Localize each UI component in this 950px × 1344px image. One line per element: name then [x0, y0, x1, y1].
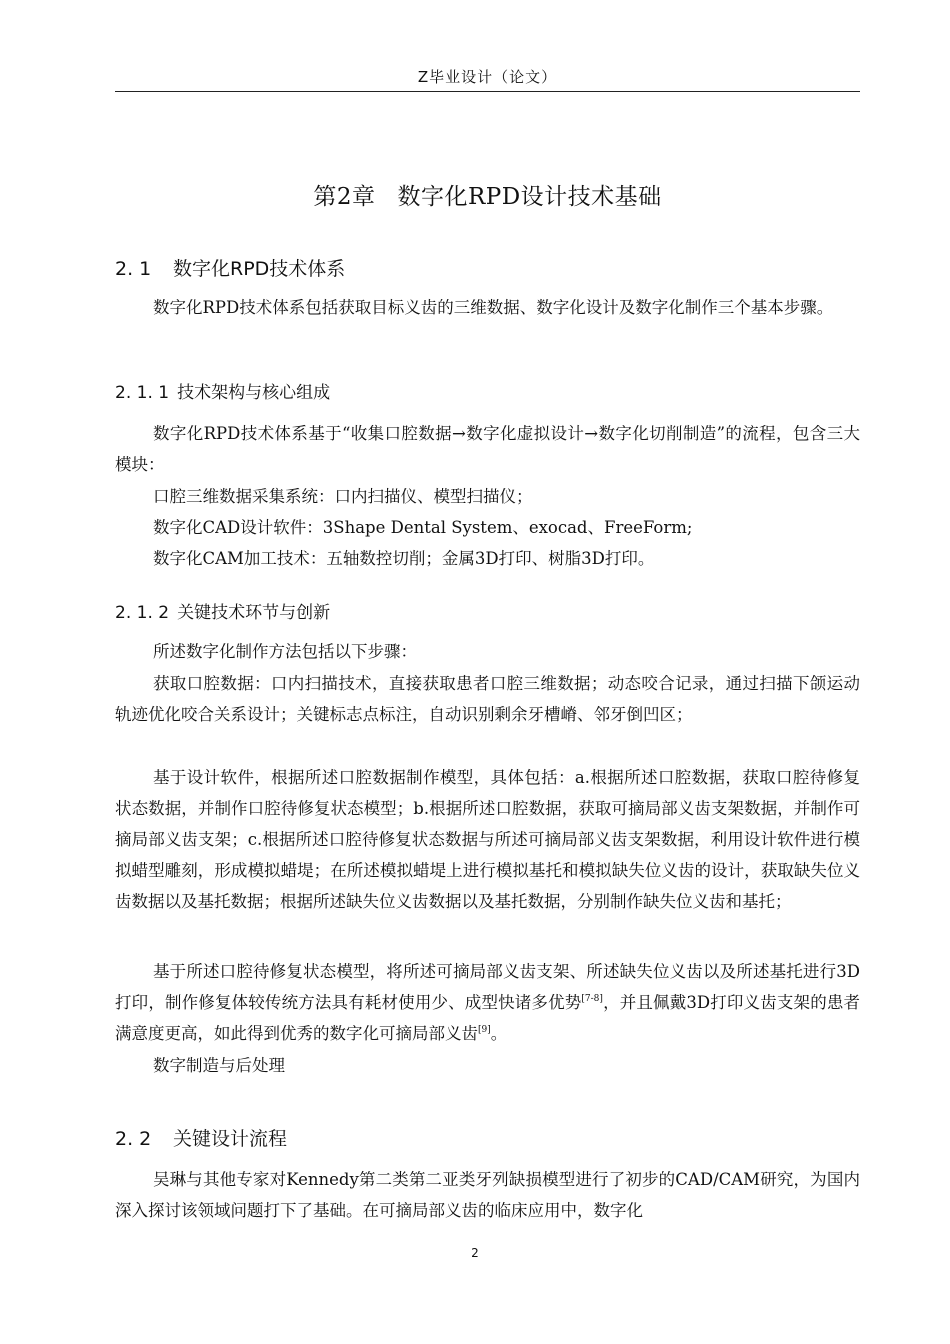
paragraph: 基于设计软件，根据所述口腔数据制作模型，具体包括：a.根据所述口腔数据，获取口腔待修复状态数据，并制作口腔待修复状态模型；b.根据所述口腔数据，获取可摘局部义齿支架数据，并制作可摘局部义齿支架；c.根据所述口腔待修复状态数据与所述可摘局部义齿支架数据，利用设计软件进行模拟蜡型雕刻，形成模拟蜡堤；在所述模拟蜡堤上进行模拟基托和模拟缺失位义齿的设计，获取缺失位义齿数据以及基托数据；根据所述缺失位义齿数据以及基托数据，分别制作缺失位义齿和基托；	[115, 768, 860, 911]
text-run: 。	[490, 1024, 508, 1043]
section-title: 关键设计流程	[173, 1128, 288, 1150]
paragraph: 数字化RPD技术体系基于“收集口腔数据→数字化虚拟设计→数字化切削制造”的流程，包含三大模块：	[115, 424, 860, 474]
section-heading-2-2	[115, 1124, 860, 1151]
paragraph-with-citations	[115, 956, 860, 1049]
section-title: 数字化RPD技术体系	[173, 258, 346, 280]
paragraph: 吴琳与其他专家对Kennedy第二类第二亚类牙列缺损模型进行了初步的CAD/CAM研究，为国内深入探讨该领域问题打下了基础。在可摘局部义齿的临床应用中，数字化	[115, 1170, 860, 1220]
section-heading-2-1-2	[115, 598, 860, 623]
section-number: 2. 2	[115, 1128, 152, 1150]
section-heading-2-1	[115, 254, 860, 281]
text-run: 基于所述口腔待修复状态模型，将所述可摘局部义齿支架、所述缺失位义齿以及所述基托进行3D打印，制作修复体较传统方法具有耗材使用少、成型快诸多优势	[115, 962, 860, 1012]
citation: [7-8]	[581, 994, 603, 1004]
paragraph: 数字化CAD设计软件：3Shape Dental System、exocad、FreeForm;	[153, 518, 693, 537]
paragraph: 获取口腔数据：口内扫描技术，直接获取患者口腔三维数据；动态咬合记录，通过扫描下颌运动轨迹优化咬合关系设计；关键标志点标注，自动识别剩余牙槽嵴、邻牙倒凹区；	[115, 674, 860, 724]
header-rule	[115, 91, 860, 92]
section-title: 关键技术环节与创新	[177, 603, 331, 623]
section-number: 2. 1. 1	[115, 383, 170, 403]
section-number: 2. 1. 2	[115, 603, 170, 623]
citation: [9]	[478, 1025, 491, 1035]
paragraph: 数字制造与后处理	[153, 1056, 285, 1075]
page-number: 2	[471, 1246, 479, 1260]
chapter-name: 数字化RPD设计技术基础	[397, 184, 662, 210]
paragraph: 口腔三维数据采集系统：口内扫描仪、模型扫描仪；	[153, 487, 533, 506]
running-header: Z毕业设计（论文）	[417, 68, 558, 86]
chapter-number: 第2章	[313, 184, 376, 210]
section-heading-2-1-1	[115, 378, 860, 403]
chapter-title	[115, 178, 860, 211]
section-title: 技术架构与核心组成	[177, 383, 331, 403]
paragraph: 所述数字化制作方法包括以下步骤：	[153, 642, 417, 661]
section-number: 2. 1	[115, 258, 152, 280]
paragraph: 数字化RPD技术体系包括获取目标义齿的三维数据、数字化设计及数字化制作三个基本步骤。	[153, 298, 834, 317]
paragraph: 数字化CAM加工技术：五轴数控切削；金属3D打印、树脂3D打印。	[153, 549, 655, 568]
text-run: ，并且佩戴3D打印义齿支架的患者满意度更高，如此得到优秀的数字化可摘局部义齿	[115, 993, 861, 1043]
